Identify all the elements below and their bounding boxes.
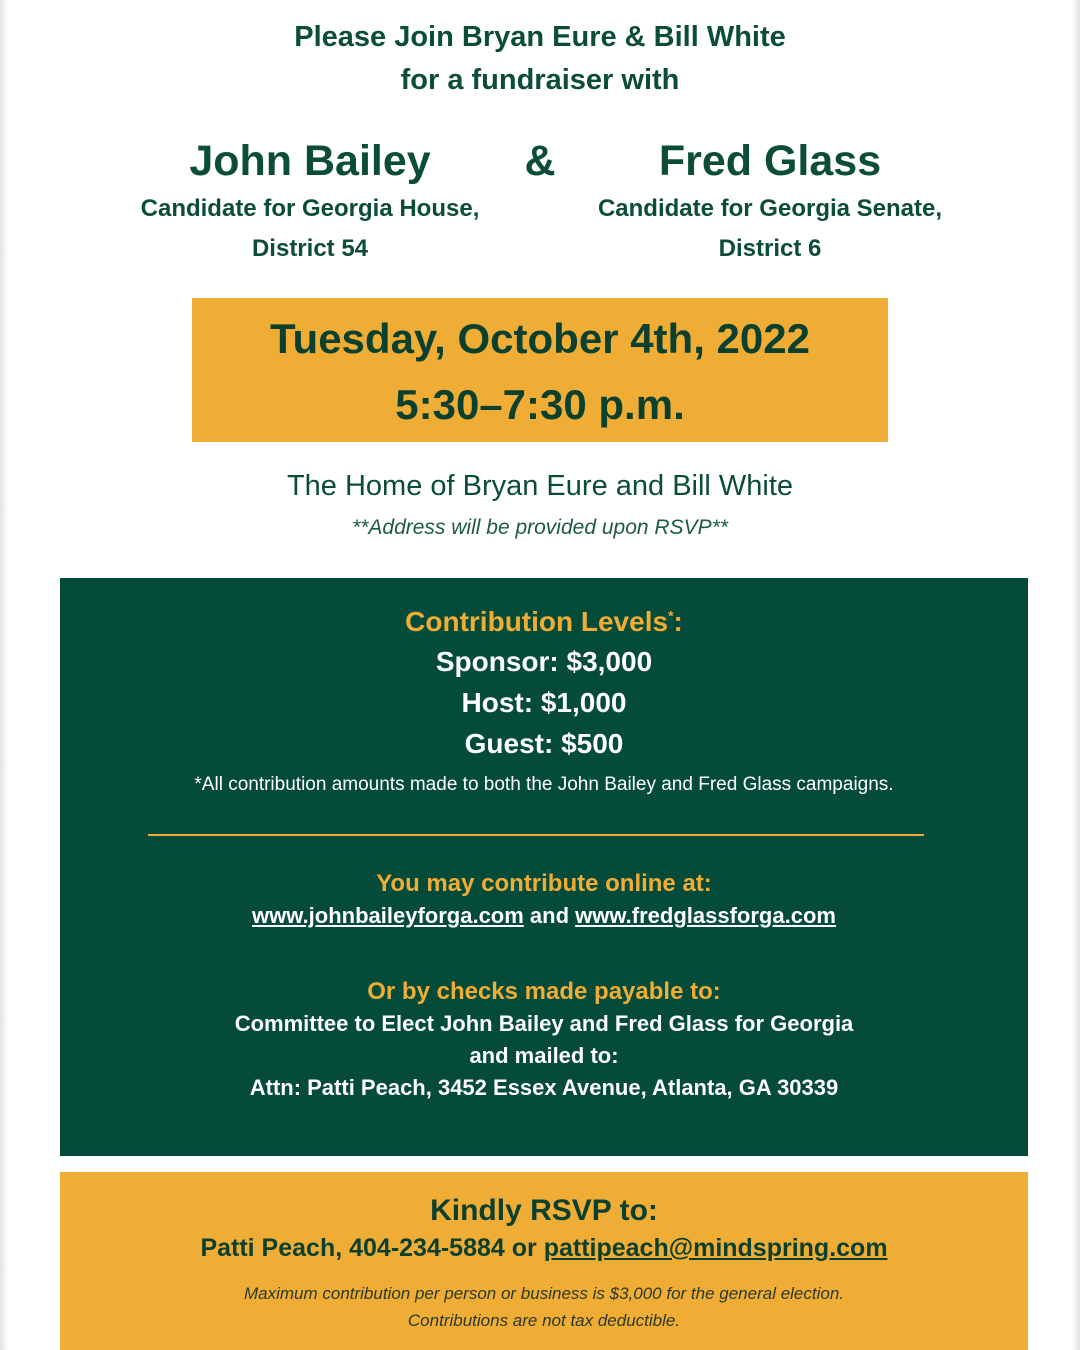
link-johnbaileyforga[interactable]: www.johnbaileyforga.com [252,903,524,928]
candidate-role: Candidate for Georgia Senate, [597,195,943,222]
check-address: Attn: Patti Peach, 3452 Essex Avenue, Atlanta, GA 30339 [249,1075,839,1100]
venue-note: **Address will be provided upon RSVP** [352,516,728,539]
candidate-john-bailey [100,134,520,268]
venue-name: The Home of Bryan Eure and Bill White [286,470,794,502]
candidate-district: District 54 [251,235,369,262]
intro-line-2: for a fundraiser with [400,64,680,96]
fine-print-max: Maximum contribution per person or business is $3,000 for the general election. [243,1284,845,1303]
level-host: Host: $1,000 [461,687,627,718]
fine-print-tax: Contributions are not tax deductible. [407,1311,681,1330]
footnote-mark: * [668,607,674,624]
rsvp-panel [60,1172,1028,1350]
link-fredglassforga[interactable]: www.fredglassforga.com [575,903,836,928]
check-payee: Committee to Elect John Bailey and Fred Glass for Georgia [234,1011,854,1036]
candidate-fred-glass [560,134,980,268]
contribution-title: Contribution Levels*: [405,606,683,637]
rsvp-title: Kindly RSVP to: [430,1194,658,1227]
divider [148,834,924,836]
candidate-name: John Bailey [189,137,431,185]
event-date: Tuesday, October 4th, 2022 [270,315,810,362]
event-date-box [192,298,888,442]
page-edge-right [1072,0,1080,1350]
rsvp-contact: Patti Peach, 404-234-5884 or pattipeach@mindspring.com [200,1234,888,1262]
contribution-panel [60,578,1028,1156]
candidate-district: District 6 [718,235,822,262]
check-mailed: and mailed to: [469,1043,619,1068]
invitation-intro [0,16,1080,102]
level-sponsor: Sponsor: $3,000 [435,646,653,677]
page-edge-left [0,0,8,1350]
ampersand: & [524,137,556,185]
check-heading: Or by checks made payable to: [367,978,721,1005]
online-links: www.johnbaileyforga.com and www.fredglassforga.com [252,903,836,928]
level-guest: Guest: $500 [464,728,624,759]
candidate-role: Candidate for Georgia House, [140,195,480,222]
contribution-note: *All contribution amounts made to both the John Bailey and Fred Glass campaigns. [194,774,894,795]
candidate-name: Fred Glass [658,137,882,185]
intro-line-1: Please Join Bryan Eure & Bill White [294,21,786,53]
rsvp-email-link[interactable]: pattipeach@mindspring.com [543,1234,888,1262]
event-time: 5:30–7:30 p.m. [395,381,685,428]
online-heading: You may contribute online at: [376,870,712,897]
